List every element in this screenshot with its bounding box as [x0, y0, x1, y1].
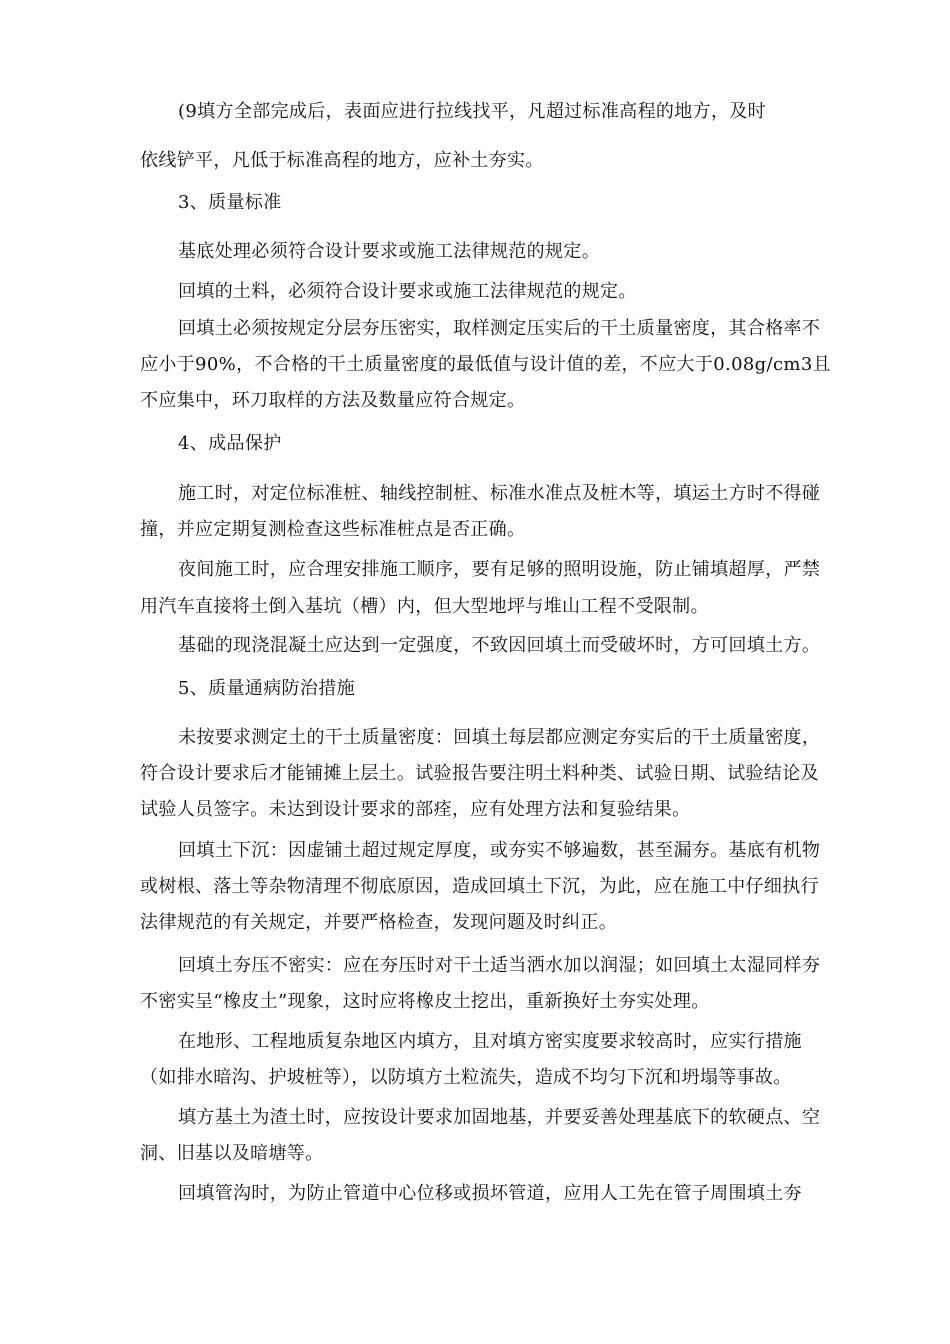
paragraph-line: 依线铲平，凡低于标准高程的地方，应补土夯实。 [140, 150, 544, 171]
paragraph-line: 施工时，对定位标准桩、轴线控制桩、标准水准点及桩木等，填运土方时不得碰 [178, 483, 821, 504]
paragraph-line: 基础的现浇混凝土应达到一定强度，不致因回填土而受破坏时，方可回填土方。 [178, 635, 821, 656]
paragraph-line: 回填的土料，必须符合设计要求或施工法律规范的规定。 [178, 281, 637, 302]
paragraph-line: 试验人员签字。未达到设计要求的部痊，应有处理方法和复验结果。 [140, 799, 691, 820]
paragraph-line: 基底处理必须符合设计要求或施工法律规范的规定。 [178, 241, 601, 262]
paragraph-line: 回填管沟时，为防止管道中心位移或损坏管道，应用人工先在管子周围填土夯 [178, 1183, 802, 1204]
section-heading-product-protection: 4、成品保护 [178, 433, 282, 454]
paragraph-line: 回填土夯压不密实：应在夯压时对干土适当洒水加以润湿；如回填土太湿同样夯 [178, 955, 821, 976]
paragraph-line: 洞、旧基以及暗塘等。 [140, 1143, 324, 1164]
paragraph-line: 用汽车直接将土倒入基坑（槽）内，但大型地坪与堆山工程不受限制。 [140, 596, 709, 617]
paragraph-line: 法律规范的有关规定，并要严格检查，发现问题及时纠正。 [140, 912, 618, 933]
paragraph-line: 撞，并应定期复测检查这些标准桩点是否正确。 [140, 519, 526, 540]
paragraph-line: 或树根、落土等杂物清理不彻底原因，造成回填土下沉，为此，应在施工中仔细执行 [140, 876, 819, 897]
paragraph-line: 回填土必须按规定分层夯压密实，取样测定压实后的干土质量密度，其合格率不 [178, 318, 821, 339]
section-heading-quality-standard: 3、质量标准 [178, 192, 282, 213]
paragraph-line: 填方基土为渣土时，应按设计要求加固地基，并要妥善处理基底下的软硬点、空 [178, 1107, 821, 1128]
paragraph-line: (9填方全部完成后，表面应进行拉线找平，凡超过标准高程的地方，及时 [178, 101, 767, 122]
paragraph-line: 回填土下沉：因虚铺土超过规定厚度，或夯实不够遍数，甚至漏夯。基底有机物 [178, 840, 821, 861]
section-heading-common-defects: 5、质量通病防治措施 [178, 678, 355, 699]
paragraph-line: 应小于90%，不合格的干土质量密度的最低值与设计值的差，不应大于0.08g/cm3且 [140, 354, 831, 375]
paragraph-line: 未按要求测定土的干土质量密度：回填土每层都应测定夯实后的干土质量密度， [178, 727, 821, 748]
paragraph-line: 不密实呈“橡皮土”现象，这时应将橡皮土挖出，重新换好土夯实处理。 [140, 991, 710, 1012]
paragraph-line: 在地形、工程地质复杂地区内填方，且对填方密实度要求较高时，应实行措施 [178, 1031, 802, 1052]
paragraph-line: 符合设计要求后才能铺摊上层土。试验报告要注明土料种类、试验日期、试验结论及 [140, 763, 819, 784]
paragraph-line: 不应集中，环刀取样的方法及数量应符合规定。 [140, 390, 526, 411]
paragraph-line: （如排水暗沟、护坡桩等），以防填方土粒流失，造成不均匀下沉和坍塌等事故。 [140, 1067, 792, 1088]
paragraph-line: 夜间施工时，应合理安排施工顺序，要有足够的照明设施，防止铺填超厚，严禁 [178, 559, 821, 580]
